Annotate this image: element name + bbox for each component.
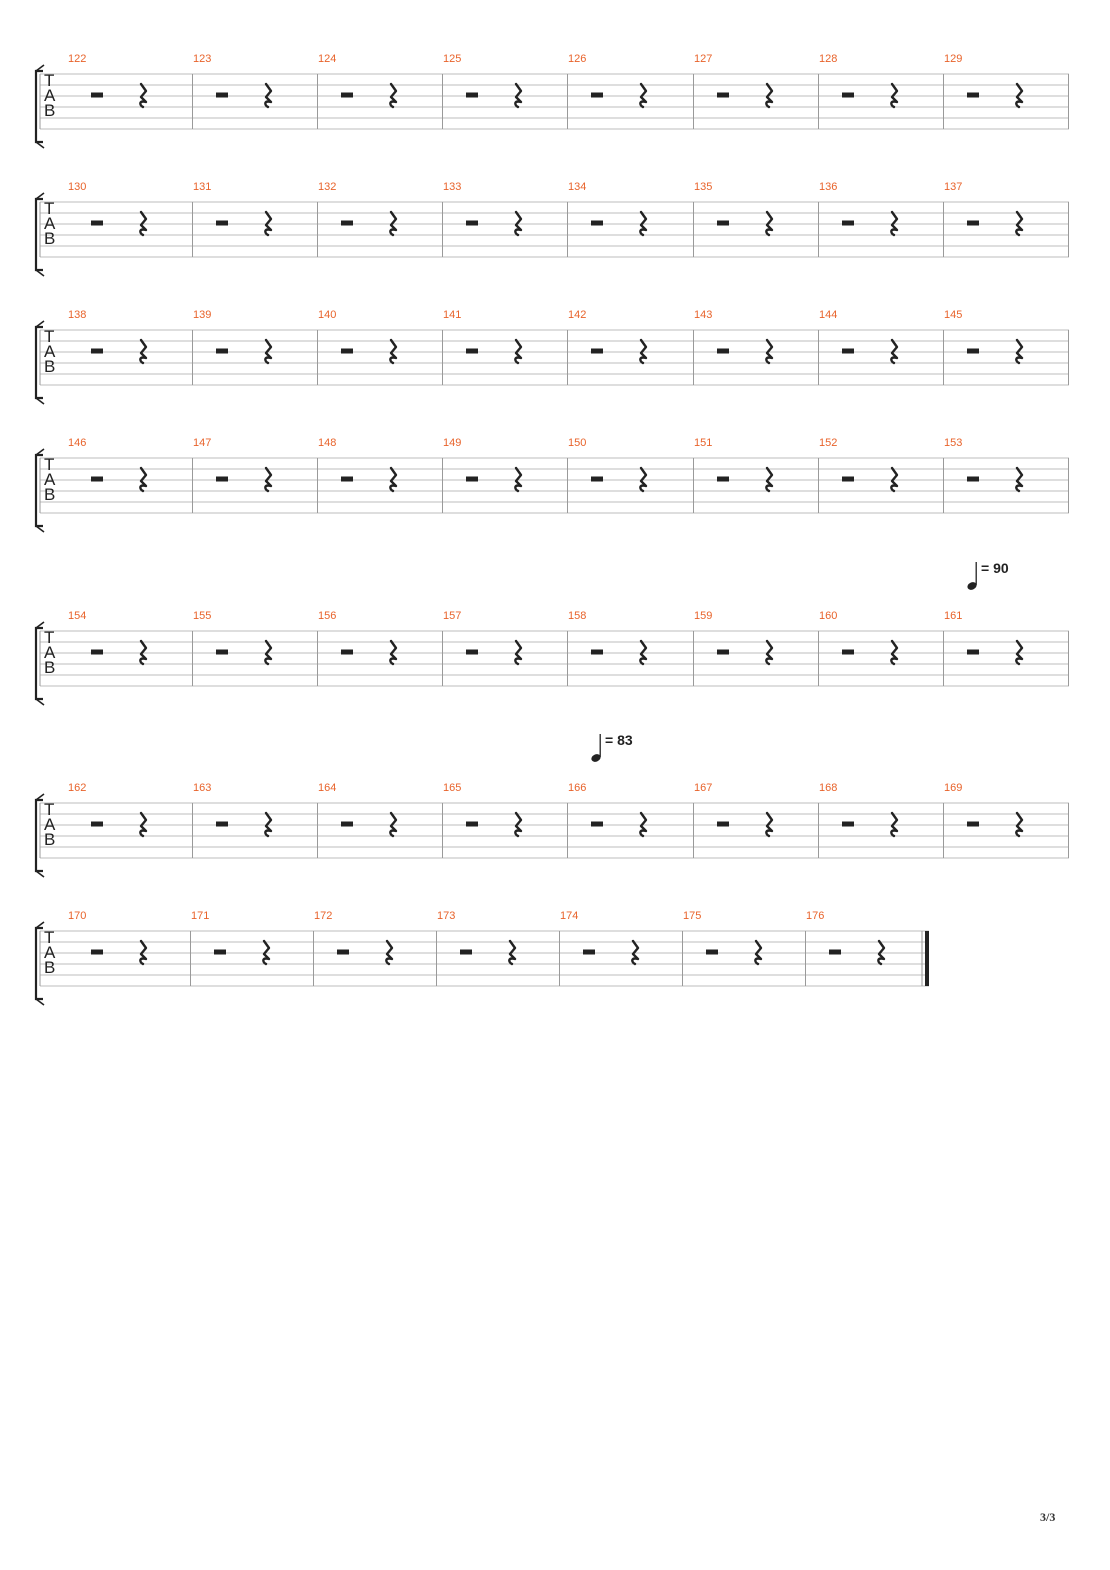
measure-number: 135 bbox=[694, 181, 713, 193]
staff-system bbox=[36, 732, 1069, 877]
half-rest bbox=[591, 650, 603, 655]
half-rest bbox=[216, 349, 228, 354]
measure-number: 138 bbox=[68, 309, 87, 321]
tab-clef-letter: A bbox=[44, 342, 56, 361]
half-rest bbox=[216, 650, 228, 655]
half-rest bbox=[717, 822, 729, 827]
half-rest bbox=[214, 950, 226, 955]
half-rest bbox=[460, 950, 472, 955]
tab-clef-letter: T bbox=[44, 928, 55, 947]
tab-clef-letter: B bbox=[44, 958, 56, 977]
tab-clef-letter: A bbox=[44, 470, 56, 489]
half-rest bbox=[591, 221, 603, 226]
measure-number: 168 bbox=[819, 782, 838, 794]
half-rest bbox=[967, 822, 979, 827]
measure-number: 173 bbox=[437, 910, 456, 922]
tab-clef-letter: T bbox=[44, 327, 55, 346]
half-rest bbox=[842, 221, 854, 226]
half-rest bbox=[91, 950, 103, 955]
measure-number: 137 bbox=[944, 181, 963, 193]
measure-number: 133 bbox=[443, 181, 462, 193]
half-rest bbox=[967, 349, 979, 354]
measure-number: 163 bbox=[193, 782, 212, 794]
measure-number: 144 bbox=[819, 309, 838, 321]
measure-number: 161 bbox=[944, 610, 963, 622]
measure-number: 134 bbox=[568, 181, 587, 193]
tab-clef-letter: B bbox=[44, 357, 56, 376]
half-rest bbox=[591, 477, 603, 482]
measure-number: 160 bbox=[819, 610, 838, 622]
measure-number: 145 bbox=[944, 309, 963, 321]
half-rest bbox=[337, 950, 349, 955]
tab-clef-letter: T bbox=[44, 628, 55, 647]
measure-number: 141 bbox=[443, 309, 462, 321]
half-rest bbox=[91, 650, 103, 655]
measure-number: 124 bbox=[318, 53, 337, 65]
page-number: 3/3 bbox=[1040, 1510, 1056, 1524]
half-rest bbox=[967, 650, 979, 655]
measure-number: 170 bbox=[68, 910, 87, 922]
measure-number: 169 bbox=[944, 782, 963, 794]
tab-clef-letter: B bbox=[44, 229, 56, 248]
half-rest bbox=[466, 221, 478, 226]
tab-clef-letter: B bbox=[44, 101, 56, 120]
tab-clef-letter: A bbox=[44, 214, 56, 233]
measure-number: 126 bbox=[568, 53, 587, 65]
measure-number: 127 bbox=[694, 53, 713, 65]
half-rest bbox=[466, 93, 478, 98]
measure-number: 130 bbox=[68, 181, 87, 193]
staff-system bbox=[36, 53, 1069, 148]
half-rest bbox=[842, 349, 854, 354]
measure-number: 148 bbox=[318, 437, 337, 449]
half-rest bbox=[216, 93, 228, 98]
half-rest bbox=[583, 950, 595, 955]
tab-clef-letter: T bbox=[44, 199, 55, 218]
half-rest bbox=[216, 221, 228, 226]
half-rest bbox=[466, 822, 478, 827]
half-rest bbox=[717, 93, 729, 98]
measure-number: 158 bbox=[568, 610, 587, 622]
half-rest bbox=[341, 221, 353, 226]
measure-number: 155 bbox=[193, 610, 212, 622]
half-rest bbox=[466, 477, 478, 482]
measure-number: 165 bbox=[443, 782, 462, 794]
staff-system bbox=[36, 560, 1069, 705]
measure-number: 152 bbox=[819, 437, 838, 449]
staff-system bbox=[36, 181, 1069, 276]
tab-clef-letter: T bbox=[44, 455, 55, 474]
half-rest bbox=[91, 93, 103, 98]
tab-clef-letter: B bbox=[44, 485, 56, 504]
measure-number: 159 bbox=[694, 610, 713, 622]
measure-number: 172 bbox=[314, 910, 333, 922]
measure-number: 136 bbox=[819, 181, 838, 193]
measure-number: 140 bbox=[318, 309, 337, 321]
measure-number: 147 bbox=[193, 437, 212, 449]
half-rest bbox=[591, 822, 603, 827]
measure-number: 171 bbox=[191, 910, 210, 922]
tempo-marking: = 83 bbox=[605, 732, 633, 748]
tab-clef-letter: A bbox=[44, 815, 56, 834]
half-rest bbox=[967, 477, 979, 482]
measure-number: 149 bbox=[443, 437, 462, 449]
measure-number: 166 bbox=[568, 782, 587, 794]
half-rest bbox=[341, 822, 353, 827]
half-rest bbox=[91, 477, 103, 482]
half-rest bbox=[341, 650, 353, 655]
measure-number: 157 bbox=[443, 610, 462, 622]
measure-number: 143 bbox=[694, 309, 713, 321]
half-rest bbox=[466, 349, 478, 354]
tab-clef-letter: T bbox=[44, 800, 55, 819]
measure-number: 129 bbox=[944, 53, 963, 65]
half-rest bbox=[717, 221, 729, 226]
staff-system bbox=[36, 309, 1069, 404]
half-rest bbox=[91, 349, 103, 354]
half-rest bbox=[717, 650, 729, 655]
half-rest bbox=[842, 93, 854, 98]
half-rest bbox=[829, 950, 841, 955]
tempo-marking: = 90 bbox=[981, 560, 1009, 576]
tab-clef-letter: A bbox=[44, 86, 56, 105]
measure-number: 153 bbox=[944, 437, 963, 449]
half-rest bbox=[216, 477, 228, 482]
half-rest bbox=[341, 477, 353, 482]
measure-number: 139 bbox=[193, 309, 212, 321]
final-thick-barline bbox=[925, 931, 929, 986]
measure-number: 142 bbox=[568, 309, 587, 321]
half-rest bbox=[91, 822, 103, 827]
measure-number: 131 bbox=[193, 181, 212, 193]
measure-number: 146 bbox=[68, 437, 87, 449]
measure-number: 122 bbox=[68, 53, 87, 65]
half-rest bbox=[967, 93, 979, 98]
half-rest bbox=[717, 477, 729, 482]
half-rest bbox=[216, 822, 228, 827]
half-rest bbox=[91, 221, 103, 226]
measure-number: 176 bbox=[806, 910, 825, 922]
half-rest bbox=[706, 950, 718, 955]
measure-number: 128 bbox=[819, 53, 838, 65]
measure-number: 150 bbox=[568, 437, 587, 449]
tab-clef-letter: B bbox=[44, 830, 56, 849]
measure-number: 156 bbox=[318, 610, 337, 622]
measure-number: 167 bbox=[694, 782, 713, 794]
measure-number: 125 bbox=[443, 53, 462, 65]
half-rest bbox=[967, 221, 979, 226]
half-rest bbox=[591, 349, 603, 354]
measure-number: 164 bbox=[318, 782, 337, 794]
measure-number: 175 bbox=[683, 910, 702, 922]
half-rest bbox=[591, 93, 603, 98]
half-rest bbox=[341, 349, 353, 354]
half-rest bbox=[842, 650, 854, 655]
half-rest bbox=[842, 822, 854, 827]
measure-number: 162 bbox=[68, 782, 87, 794]
half-rest bbox=[341, 93, 353, 98]
measure-number: 123 bbox=[193, 53, 212, 65]
staff-system bbox=[36, 437, 1069, 532]
half-rest bbox=[466, 650, 478, 655]
half-rest bbox=[842, 477, 854, 482]
measure-number: 151 bbox=[694, 437, 713, 449]
tab-clef-letter: B bbox=[44, 658, 56, 677]
tab-clef-letter: A bbox=[44, 643, 56, 662]
half-rest bbox=[717, 349, 729, 354]
measure-number: 174 bbox=[560, 910, 579, 922]
staff-system bbox=[36, 910, 929, 1005]
measure-number: 132 bbox=[318, 181, 337, 193]
tab-clef-letter: A bbox=[44, 943, 56, 962]
measure-number: 154 bbox=[68, 610, 87, 622]
tab-clef-letter: T bbox=[44, 71, 55, 90]
